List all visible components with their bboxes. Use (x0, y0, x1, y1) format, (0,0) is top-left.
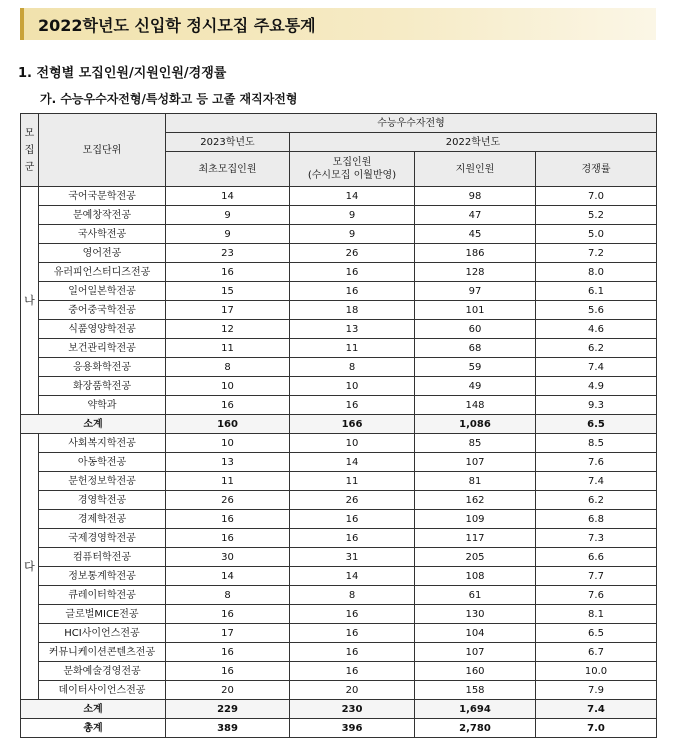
cell-ratio: 6.2 (536, 339, 657, 358)
cell-ratio: 7.6 (536, 453, 657, 472)
cell-quota: 9 (290, 206, 415, 225)
cell-quota: 9 (290, 225, 415, 244)
cell-min: 26 (166, 491, 290, 510)
cell-ratio: 7.4 (536, 700, 657, 719)
table-row (21, 510, 657, 529)
cell-min: 23 (166, 244, 290, 263)
cell-quota: 14 (290, 187, 415, 206)
cell-min: 16 (166, 662, 290, 681)
cell-quota: 8 (290, 358, 415, 377)
cell-unit: 큐레이터학전공 (39, 586, 166, 605)
cell-apply: 130 (415, 605, 536, 624)
cell-quota: 18 (290, 301, 415, 320)
table-row (21, 320, 657, 339)
cell-ratio: 8.1 (536, 605, 657, 624)
cell-apply: 47 (415, 206, 536, 225)
cell-min: 16 (166, 396, 290, 415)
cell-quota: 16 (290, 263, 415, 282)
cell-min: 17 (166, 624, 290, 643)
cell-unit: 화장품학전공 (39, 377, 166, 396)
cell-apply: 101 (415, 301, 536, 320)
cell-quota: 396 (290, 719, 415, 738)
unit-header: 모집단위 (39, 114, 166, 187)
cell-min: 389 (166, 719, 290, 738)
cell-ratio: 6.6 (536, 548, 657, 567)
cell-ratio: 6.1 (536, 282, 657, 301)
cell-quota: 16 (290, 282, 415, 301)
table-row (21, 453, 657, 472)
cell-ratio: 7.3 (536, 529, 657, 548)
year-2023-header: 2023학년도 (166, 133, 290, 152)
cell-apply: 117 (415, 529, 536, 548)
col-min-quota: 최초모집인원 (166, 152, 290, 187)
cell-quota: 8 (290, 586, 415, 605)
cell-apply: 59 (415, 358, 536, 377)
cell-apply: 81 (415, 472, 536, 491)
cell-apply: 68 (415, 339, 536, 358)
cell-unit: 응용화학전공 (39, 358, 166, 377)
cell-apply: 162 (415, 491, 536, 510)
cell-min: 13 (166, 453, 290, 472)
cell-quota: 16 (290, 643, 415, 662)
cell-quota: 16 (290, 510, 415, 529)
table-row (21, 529, 657, 548)
cell-quota: 16 (290, 396, 415, 415)
cell-unit: 문예창작전공 (39, 206, 166, 225)
cell-unit: 글로벌MICE전공 (39, 605, 166, 624)
table-row (21, 263, 657, 282)
table-row (21, 491, 657, 510)
cell-ratio: 7.4 (536, 358, 657, 377)
cell-quota: 16 (290, 624, 415, 643)
table-row (21, 586, 657, 605)
cell-ratio: 6.5 (536, 624, 657, 643)
group-label: 나 (21, 187, 39, 415)
cell-ratio: 6.7 (536, 643, 657, 662)
header-row-1 (21, 114, 657, 133)
cell-quota: 26 (290, 491, 415, 510)
cell-apply: 205 (415, 548, 536, 567)
cell-apply: 61 (415, 586, 536, 605)
cell-ratio: 5.0 (536, 225, 657, 244)
cell-min: 16 (166, 529, 290, 548)
cell-apply: 107 (415, 643, 536, 662)
cell-ratio: 6.5 (536, 415, 657, 434)
cell-apply: 160 (415, 662, 536, 681)
table-row (21, 396, 657, 415)
cell-quota: 16 (290, 529, 415, 548)
table-row (21, 472, 657, 491)
cell-ratio: 6.8 (536, 510, 657, 529)
cell-ratio: 7.2 (536, 244, 657, 263)
table-row (21, 339, 657, 358)
cell-apply: 158 (415, 681, 536, 700)
cell-min: 11 (166, 472, 290, 491)
cell-apply: 97 (415, 282, 536, 301)
table-row (21, 225, 657, 244)
table-row (21, 567, 657, 586)
cell-min: 12 (166, 320, 290, 339)
cell-unit: 사회복지학전공 (39, 434, 166, 453)
cell-min: 16 (166, 643, 290, 662)
cell-min: 20 (166, 681, 290, 700)
group-label: 다 (21, 434, 39, 700)
cell-ratio: 9.3 (536, 396, 657, 415)
cell-unit: 경제학전공 (39, 510, 166, 529)
cell-unit: 국제경영학전공 (39, 529, 166, 548)
cell-apply: 186 (415, 244, 536, 263)
cell-apply: 148 (415, 396, 536, 415)
table-row (21, 681, 657, 700)
subtotal-row (21, 415, 657, 434)
col-quota (290, 152, 415, 187)
cell-unit: 보건관리학전공 (39, 339, 166, 358)
cell-ratio: 8.0 (536, 263, 657, 282)
cell-ratio: 5.2 (536, 206, 657, 225)
cell-apply: 107 (415, 453, 536, 472)
track-header: 수능우수자전형 (166, 114, 657, 133)
cell-apply: 49 (415, 377, 536, 396)
cell-unit: 총계 (21, 719, 166, 738)
cell-min: 14 (166, 567, 290, 586)
cell-unit: HCI사이언스전공 (39, 624, 166, 643)
cell-quota: 11 (290, 472, 415, 491)
cell-unit: 소계 (21, 415, 166, 434)
cell-unit: 경영학전공 (39, 491, 166, 510)
cell-min: 9 (166, 206, 290, 225)
cell-unit: 일어일본학전공 (39, 282, 166, 301)
cell-unit: 아동학전공 (39, 453, 166, 472)
subtotal-row (21, 700, 657, 719)
cell-apply: 128 (415, 263, 536, 282)
table-row (21, 434, 657, 453)
total-row (21, 719, 657, 738)
table-row (21, 244, 657, 263)
cell-unit: 문헌정보학전공 (39, 472, 166, 491)
cell-min: 16 (166, 510, 290, 529)
cell-min: 160 (166, 415, 290, 434)
cell-unit: 약학과 (39, 396, 166, 415)
cell-unit: 컴퓨터학전공 (39, 548, 166, 567)
cell-apply: 104 (415, 624, 536, 643)
cell-quota: 14 (290, 453, 415, 472)
admission-stats-table (20, 113, 657, 738)
cell-unit: 국어국문학전공 (39, 187, 166, 206)
cell-min: 9 (166, 225, 290, 244)
table-row (21, 605, 657, 624)
cell-min: 229 (166, 700, 290, 719)
cell-quota: 13 (290, 320, 415, 339)
table-row (21, 624, 657, 643)
cell-apply: 108 (415, 567, 536, 586)
group-header: 모 집 군 (21, 114, 39, 187)
cell-apply: 1,086 (415, 415, 536, 434)
col-ratio: 경쟁률 (536, 152, 657, 187)
cell-ratio: 7.9 (536, 681, 657, 700)
cell-quota: 10 (290, 434, 415, 453)
cell-min: 30 (166, 548, 290, 567)
table-row (21, 187, 657, 206)
cell-ratio: 7.0 (536, 719, 657, 738)
cell-min: 8 (166, 586, 290, 605)
table-row (21, 358, 657, 377)
cell-quota: 10 (290, 377, 415, 396)
cell-quota: 230 (290, 700, 415, 719)
cell-ratio: 4.9 (536, 377, 657, 396)
table-row (21, 206, 657, 225)
cell-apply: 60 (415, 320, 536, 339)
cell-unit: 국사학전공 (39, 225, 166, 244)
year-2022-header: 2022학년도 (290, 133, 657, 152)
cell-ratio: 5.6 (536, 301, 657, 320)
cell-unit: 커뮤니케이션콘텐츠전공 (39, 643, 166, 662)
col-quota-line1: 모집인원 (332, 157, 372, 168)
cell-unit: 소계 (21, 700, 166, 719)
cell-quota: 14 (290, 567, 415, 586)
cell-ratio: 4.6 (536, 320, 657, 339)
cell-ratio: 6.2 (536, 491, 657, 510)
cell-apply: 2,780 (415, 719, 536, 738)
cell-apply: 109 (415, 510, 536, 529)
cell-min: 10 (166, 434, 290, 453)
cell-quota: 31 (290, 548, 415, 567)
cell-ratio: 7.0 (536, 187, 657, 206)
cell-unit: 정보통계학전공 (39, 567, 166, 586)
cell-unit: 문화예술경영전공 (39, 662, 166, 681)
section-heading-2: 가. 수능우수자전형/특성화고 등 고졸 재직자전형 (40, 92, 298, 106)
cell-min: 10 (166, 377, 290, 396)
cell-unit: 데이터사이언스전공 (39, 681, 166, 700)
cell-ratio: 10.0 (536, 662, 657, 681)
cell-quota: 26 (290, 244, 415, 263)
cell-min: 14 (166, 187, 290, 206)
cell-apply: 45 (415, 225, 536, 244)
cell-quota: 16 (290, 662, 415, 681)
cell-ratio: 8.5 (536, 434, 657, 453)
cell-ratio: 7.4 (536, 472, 657, 491)
cell-ratio: 7.6 (536, 586, 657, 605)
cell-unit: 유러피언스터디즈전공 (39, 263, 166, 282)
cell-quota: 166 (290, 415, 415, 434)
cell-min: 15 (166, 282, 290, 301)
section-heading-1: 1. 전형별 모집인원/지원인원/경쟁률 (18, 66, 227, 81)
cell-ratio: 7.7 (536, 567, 657, 586)
table-row (21, 282, 657, 301)
cell-quota: 16 (290, 605, 415, 624)
cell-quota: 20 (290, 681, 415, 700)
cell-min: 11 (166, 339, 290, 358)
cell-unit: 식품영양학전공 (39, 320, 166, 339)
page-title: 2022학년도 신입학 정시모집 주요통계 (38, 16, 316, 35)
cell-apply: 98 (415, 187, 536, 206)
table-row (21, 548, 657, 567)
cell-apply: 1,694 (415, 700, 536, 719)
table-row (21, 662, 657, 681)
cell-min: 16 (166, 605, 290, 624)
cell-unit: 중어중국학전공 (39, 301, 166, 320)
title-bar (20, 8, 656, 40)
table-row (21, 301, 657, 320)
col-quota-line2: (수시모집 이월반영) (307, 170, 397, 181)
cell-unit: 영어전공 (39, 244, 166, 263)
cell-quota: 11 (290, 339, 415, 358)
table-row (21, 643, 657, 662)
table-row (21, 377, 657, 396)
cell-apply: 85 (415, 434, 536, 453)
cell-min: 17 (166, 301, 290, 320)
cell-min: 8 (166, 358, 290, 377)
cell-min: 16 (166, 263, 290, 282)
col-applicants: 지원인원 (415, 152, 536, 187)
